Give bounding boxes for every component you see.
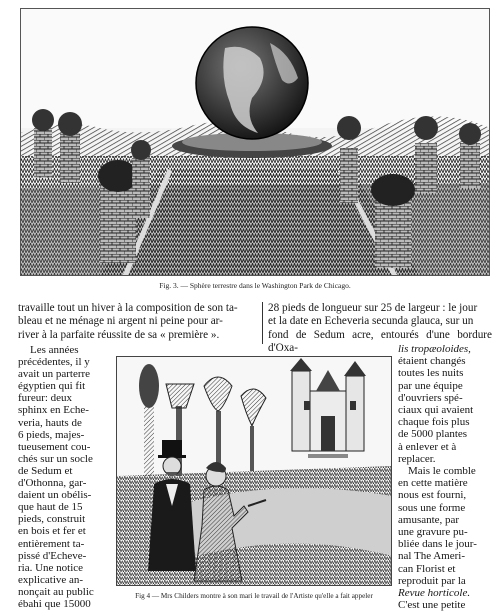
text-line: explicative an-: [18, 573, 84, 586]
text-line: amusante, par: [398, 513, 460, 526]
text-line: bleau et ne ménage ni argent ni peine pour ar-: [18, 315, 223, 328]
text-line: bliée dans le jour-: [398, 538, 477, 551]
garden-couple-illustration: [116, 356, 392, 586]
text-line: travaille tout un hiver à la composition de son ta-: [18, 302, 238, 314]
text-line: 6 pieds, majes-: [18, 428, 85, 441]
text-line: étaient changés: [398, 355, 466, 368]
text-line: ébahi que 15000: [18, 597, 91, 610]
text-line: tueusement cou-: [18, 440, 91, 453]
text-line: chés sur un socle: [18, 452, 93, 465]
text-line: C'est une petite: [398, 599, 466, 612]
text-line: une gravure pu-: [398, 526, 468, 539]
text-line: avait un parterre: [18, 368, 91, 381]
text-line: daient un obélis-: [18, 489, 92, 502]
text-line: river à la parfaite réussite de sa « première ».: [18, 328, 220, 341]
text-line: ciaux qui avaient: [398, 404, 474, 417]
text-line: chaque fois plus: [398, 416, 470, 429]
text-line: pissé d'Echeve-: [18, 549, 87, 562]
text-line: sous une forme: [398, 501, 466, 514]
text-line: de 5000 plantes: [398, 428, 468, 441]
text-line: replacer.: [398, 452, 436, 465]
text-line: nal The Ameri-: [398, 550, 465, 563]
text-line: nous est fourni,: [398, 489, 467, 502]
text-line: par une équipe: [398, 379, 463, 392]
text-line: Mais le comble: [408, 465, 476, 478]
text-line: lis tropæoloides,: [398, 343, 471, 355]
text-line: d'ouvriers spé-: [398, 391, 463, 404]
globe-park-illustration: [20, 8, 490, 276]
text-line: précédentes, il y: [18, 356, 90, 369]
text-line: can Florist et: [398, 562, 456, 575]
text-line: entièrement ta-: [18, 537, 85, 550]
text-line: ria. Une notice: [18, 561, 84, 574]
text-line: pieds, construit: [18, 513, 86, 526]
figure-4-caption: Fig 4 — Mrs Childers montre à son mari le travail de l'Artiste qu'elle a fait appeler: [135, 592, 373, 600]
text-line: 28 pieds de longueur sur 25 de largeur : le jour: [268, 302, 478, 314]
text-line: et la date en Echeveria secunda glauca, sur un: [268, 315, 474, 328]
text-line: de Sedum et: [18, 464, 73, 477]
text-line: nonçait au public: [18, 585, 94, 598]
figure-3-caption: Fig. 3. — Sphère terrestre dans le Washington Park de Chicago.: [159, 281, 351, 290]
text-line: fureur: deux: [18, 392, 73, 405]
text-line: veria, hauts de: [18, 416, 82, 429]
column-divider: [262, 302, 263, 344]
text-line: en bois et fer et: [18, 525, 86, 538]
text-left-column: [18, 344, 110, 610]
text-top-left: [18, 302, 260, 342]
text-line: en cette matière: [398, 477, 468, 490]
text-line: reproduit par la: [398, 574, 466, 587]
text-line: d'Othonna, gar-: [18, 477, 87, 490]
text-line: Revue horticole.: [398, 587, 471, 600]
figure-4-engraving: [116, 356, 392, 586]
text-line: égyptien qui fit: [18, 380, 86, 393]
text-line: sphinx en Eche-: [18, 404, 89, 417]
text-right-column: [398, 343, 494, 611]
text-line: fond de Sedum acre, entourés d'une bordure d'Oxa-: [268, 328, 492, 355]
text-line: que haut de 15: [18, 501, 83, 514]
text-line: à enlever et à: [398, 440, 457, 453]
figure-3-engraving: [20, 8, 490, 276]
text-line: Les années: [30, 344, 79, 356]
text-line: toutes les nuits: [398, 367, 464, 380]
